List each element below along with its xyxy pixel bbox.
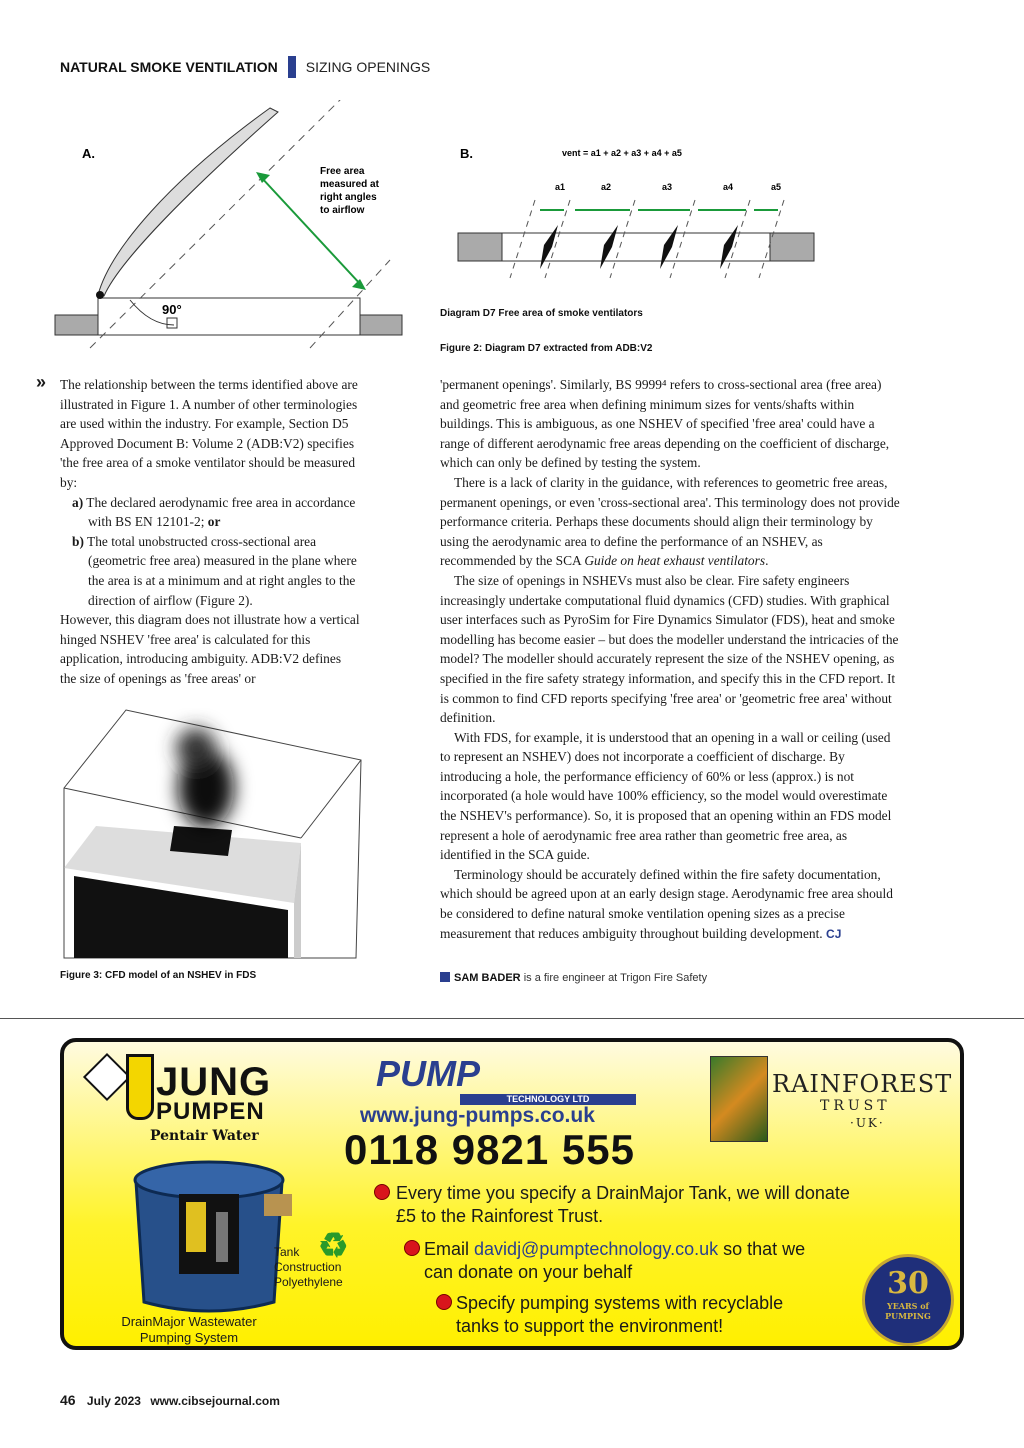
left-outro: However, this diagram does not illustrate how a vertical hinged NSHEV 'free area' is calculated for this application, introducing ambiguity. ADB:V2 defines the size of openings as 'free areas' or (60, 612, 360, 686)
wall-right (360, 315, 402, 335)
pump-logo: PUMP (376, 1053, 481, 1094)
vent-frame (98, 298, 360, 335)
free-area-note-1: Free area (320, 166, 365, 177)
phone-number: 0118 9821 555 (344, 1126, 635, 1173)
figure3-caption: Figure 3: CFD model of an NSHEV in FDS (60, 970, 257, 981)
pump-sub: TECHNOLOGY LTD (460, 1094, 636, 1105)
header-divider (288, 56, 296, 78)
figure2-caption: Figure 2: Diagram D7 extracted from ADB:V2 (440, 343, 653, 354)
right-column (440, 375, 900, 944)
ad-divider (0, 1018, 1024, 1019)
advert (60, 1038, 964, 1350)
recycle-icon: ♻ (318, 1227, 349, 1265)
diagram-a-label: A. (82, 146, 95, 161)
diagram-b (440, 100, 820, 280)
jung-diamond-icon (83, 1053, 131, 1101)
brand-sub: Pentair Water (150, 1128, 259, 1144)
free-area-note-4: to airflow (320, 205, 365, 216)
free-area-note-2: measured at (320, 179, 379, 190)
bullet-1-icon (374, 1184, 390, 1200)
bullet-2: Email davidj@pumptechnology.co.uk so that we can donate on your behalf (424, 1239, 806, 1282)
segment-label-2: a2 (601, 182, 612, 192)
wall-right-b (770, 233, 814, 261)
issue-date: July 2023 (86, 1394, 141, 1408)
left-intro: The relationship between the terms identified above are illustrated in Figure 1. A number of other terminologies are used within the industry. For example, Section D5 Approved Document B: Volume 2 (ADB:V2) specifies 'the free area of a smoke ventilator should be measured by: (60, 377, 358, 490)
page-number: 46 (60, 1392, 76, 1408)
bullet-3: Specify pumping systems with recyclable tanks to support the environment! (456, 1293, 784, 1336)
brand-jung: JUNG (156, 1060, 272, 1104)
author-marker (440, 972, 450, 982)
anniversary-badge (862, 1254, 954, 1346)
segment-label-3: a3 (662, 182, 673, 192)
continue-chevron-icon: » (36, 372, 47, 392)
right-p3: The size of openings in NSHEVs must also be clear. Fire safety engineers increasingly undertake computational fluid dynamics (CFD) studies. With graphical user interfaces such as PyroSim for Fire Dynamics Simulator (FDS), heat and smoke modelling has become easier – but does the modeller understand the intricacies of the model? The modeller should accurately represent the size of the NSHEV opening, as specified in the fire safety strategy information, and specify this in the CFD report. It is common to find CFD reports specifying 'free area' or 'geometric free area' without definition. (440, 572, 899, 726)
right-p1: 'permanent openings'. Similarly, BS 9999⁴ refers to cross-sectional area (free area) and geometric free area when defining minimum sizes for vents/shafts within buildings. This is ambiguous, as one NSHEV of specified 'free area' could have a range of different aerodynamic free areas depending on the coefficient of discharge, which can only be defined by testing the system. (440, 377, 890, 471)
footer-site: www.cibsejournal.com (150, 1394, 280, 1408)
tank-note: Tank Construction Polyethylene (274, 1245, 343, 1289)
end-mark: CJ (826, 926, 842, 941)
running-header (60, 56, 430, 78)
section-title: NATURAL SMOKE VENTILATION (60, 59, 278, 75)
diagram-caption: Diagram D7 Free area of smoke ventilators (440, 308, 643, 319)
wall-left (55, 315, 98, 335)
page-footer (60, 1392, 280, 1408)
free-area-note-3: right angles (320, 192, 377, 203)
hinged-flap (98, 108, 278, 296)
subsection-title: SIZING OPENINGS (305, 59, 431, 75)
tank-image (124, 1152, 294, 1322)
jaguar-image (710, 1056, 768, 1142)
diagram-a (50, 100, 420, 350)
rainforest-title: RAINFOREST (772, 1070, 953, 1098)
hinge (96, 291, 104, 299)
segment-label-4: a4 (723, 182, 734, 192)
jung-j-icon (126, 1054, 154, 1120)
list-item-a: a) The declared aerodynamic free area in accordance with BS EN 12101-2; or (72, 494, 356, 530)
vent-formula: vent = a1 + a2 + a3 + a4 + a5 (562, 148, 682, 158)
bullet-2-icon (404, 1240, 420, 1256)
email-link[interactable]: davidj@pumptechnology.co.uk (474, 1239, 719, 1259)
angle-label: 90° (162, 302, 182, 317)
left-column (36, 372, 360, 689)
rainforest-uk: ·UK· (850, 1116, 885, 1130)
right-p2: There is a lack of clarity in the guidance, with references to geometric free areas, permanent openings, or even 'cross-sectional area'. This terminology does not provide performance criteria. Perhaps these documents should align their terminology by using the aerodynamic area to define the performance of an NSHEV, as recommended by the SCA Guide on heat exhaust ventilators. (440, 474, 900, 569)
segment-label-5: a5 (771, 182, 782, 192)
cfd-model-figure (56, 708, 366, 963)
product-caption: DrainMajor Wastewater Pumping System (121, 1314, 257, 1345)
badge-number: 30 (887, 1266, 929, 1301)
diagram-b-label: B. (460, 146, 473, 161)
right-p5: Terminology should be accurately defined within the fire safety documentation, which should be agreed upon at an early design stage. Aerodynamic free area should be considered to define natural smoke ventilation opening sizes as a precise measurement that reduces ambiguity throughout building development. CJ (440, 866, 893, 941)
list-item-b: b) The total unobstructed cross-sectional area (geometric free area) measured in the plane where the area is at a minimum and at right angles to the direction of airflow (Figure 2). (72, 533, 357, 608)
badge-text-2: PUMPING (885, 1311, 931, 1321)
rainforest-trust: TRUST (820, 1098, 891, 1114)
right-p4: With FDS, for example, it is understood that an opening in a wall or ceiling (used to represent an NSHEV) does not incorporate a coefficient of discharge. By introducing a hole, the performance efficiency of 60% or less (approx.) is not incorporated (a hole would have 100% efficiency, so the model would overestimate the NSHEV's performance). So, it is proposed that an opening within an FDS model represent a hole of aerodynamic free area rather than geometric free area, as identified in the SCA guide. (440, 729, 892, 863)
bullet-1: Every time you specify a DrainMajor Tank, we will donate £5 to the Rainforest Trust. (396, 1183, 850, 1226)
badge-text-1: YEARS of (886, 1301, 929, 1311)
wall-left-b (458, 233, 502, 261)
segment-labels (555, 182, 781, 192)
author-bio: SAM BADER is a fire engineer at Trigon Fire Safety (440, 972, 707, 984)
brand-pumpen: PUMPEN (156, 1098, 265, 1125)
segment-label-1: a1 (555, 182, 566, 192)
website: www.jung-pumps.co.uk (360, 1104, 595, 1127)
vent-opening (170, 826, 232, 856)
bullet-3-icon (436, 1294, 452, 1310)
